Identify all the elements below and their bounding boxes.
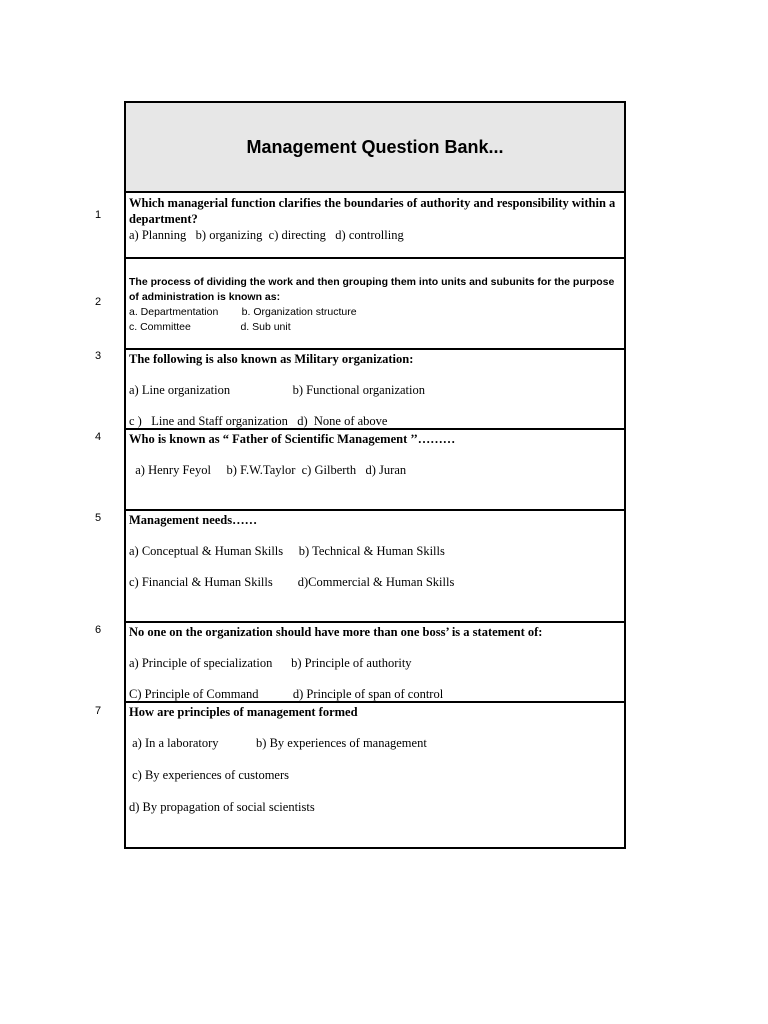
question-options: c. Committee d. Sub unit <box>129 321 291 333</box>
question-options: a) Line organization b) Functional organization <box>129 383 425 397</box>
question-options: C) Principle of Command d) Principle of span of control <box>129 687 444 701</box>
question-options: c ) Line and Staff organization d) None of above <box>129 414 388 428</box>
question-cell-1 <box>126 193 624 259</box>
question-cell-2 <box>126 259 624 350</box>
title-cell <box>126 103 624 193</box>
question-number: 7 <box>94 705 102 717</box>
question-options: a) Henry Feyol b) F.W.Taylor c) Gilberth d) Juran <box>129 463 407 477</box>
question-number: 1 <box>94 209 102 221</box>
question-number: 5 <box>94 512 102 524</box>
question-cell-5 <box>126 511 624 623</box>
question-number: 3 <box>94 350 102 362</box>
question-cell-4 <box>126 430 624 511</box>
question-stem: The following is also known as Military organization: <box>129 352 414 366</box>
question-cell-7 <box>126 703 624 847</box>
question-number: 2 <box>94 296 102 308</box>
question-options: c) By experiences of customers <box>129 768 290 782</box>
question-number: 6 <box>94 624 102 636</box>
question-options: c) Financial & Human Skills d)Commercial & Human Skills <box>129 575 455 589</box>
question-table <box>124 101 626 849</box>
question-stem: The process of dividing the work and then grouping them into units and subunits for the purpose of administration is known as: <box>129 276 615 303</box>
question-stem: Who is known as “ Father of Scientific Management ’’……… <box>129 432 456 446</box>
question-options: a) Principle of specialization b) Principle of authority <box>129 656 412 670</box>
question-number: 4 <box>94 431 102 443</box>
question-options: a) Planning b) organizing c) directing d) controlling <box>129 228 404 242</box>
question-stem: Which managerial function clarifies the boundaries of authority and responsibility within a department? <box>129 196 616 226</box>
question-options: a) In a laboratory b) By experiences of management <box>129 736 427 750</box>
question-stem: No one on the organization should have more than one boss’ is a statement of: <box>129 625 543 639</box>
question-stem: How are principles of management formed <box>129 705 358 719</box>
page-title: Management Question Bank... <box>246 137 504 157</box>
question-cell-6 <box>126 623 624 703</box>
question-options: d) By propagation of social scientists <box>129 800 315 814</box>
question-cell-3 <box>126 350 624 430</box>
question-options: a) Conceptual & Human Skills b) Technical & Human Skills <box>129 544 445 558</box>
question-options: a. Departmentation b. Organization structure <box>129 306 357 318</box>
question-stem: Management needs…… <box>129 513 258 527</box>
